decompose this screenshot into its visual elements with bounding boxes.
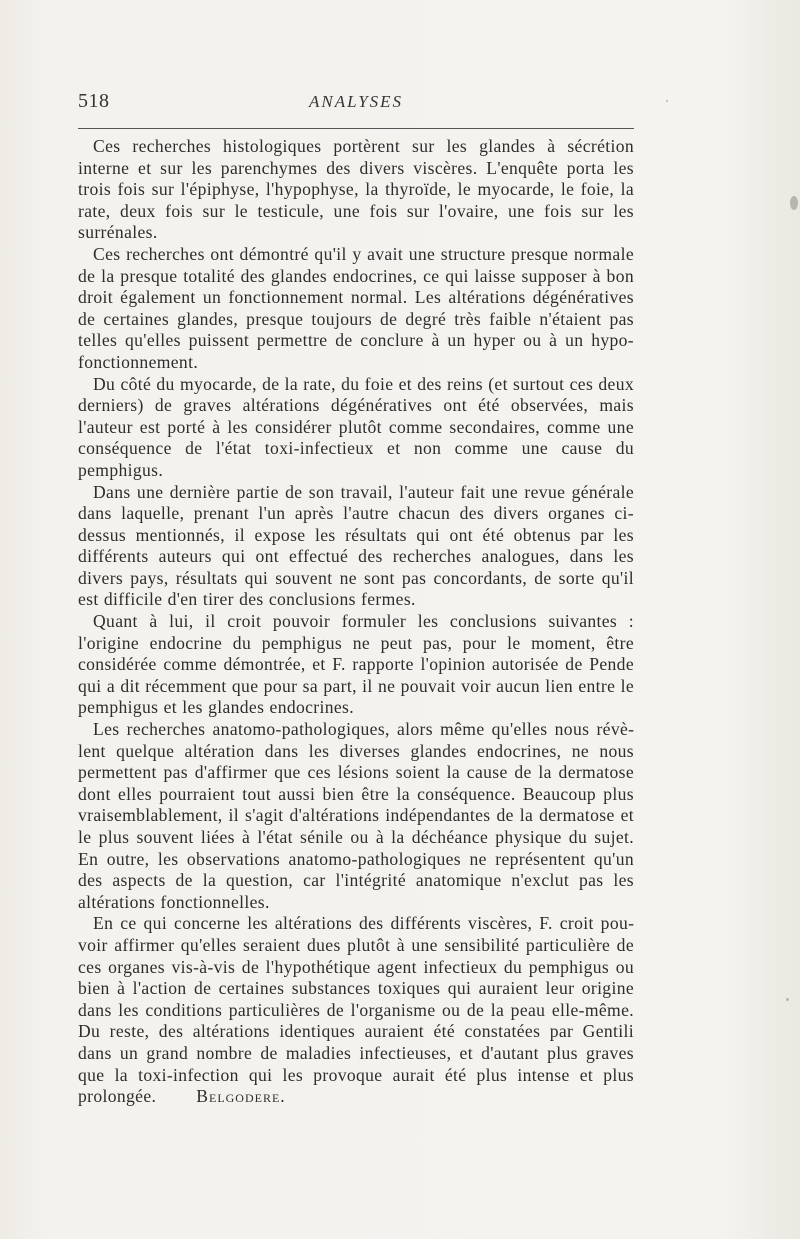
final-paragraph-text: En ce qui concerne les altérations des différents viscères, F. croit pouvoir affirmer qu'elles seraient dues plutôt à une sensibilité particulière de ces organes vis-à-vis de l'hypothétique agent infectieux du pemphigus ou bien à l'action de certaines substances toxiques qui auraient leur origine dans les conditions particulières de l'organisme ou de la peau elle-même. Du reste, des altérations identiques auraient été constatées par Gentili dans un grand nombre de maladies infectieuses, et d'autant plus graves que la toxi-infection qui les provoque aurait été plus intense et plus prolongée. [78, 913, 634, 1107]
paragraph: Ces recherches histologiques portèrent sur les glandes à sécrétion interne et sur les parenchymes des divers viscères. L'enquête porta les trois fois sur l'épiphyse, l'hypophyse, la thyroïde, le myocarde, le foie, la rate, deux fois sur le testicule, une fois sur l'ovaire, une fois sur les surrénales. [78, 136, 634, 243]
paper-speck [790, 196, 798, 210]
header-rule [78, 128, 634, 129]
article-body [78, 136, 634, 1108]
page-header [78, 90, 634, 118]
paragraph: Quant à lui, il croit pouvoir formuler les conclusions suivantes : l'origine endocrine du pemphigus ne peut pas, pour le moment, être considérée comme démontrée, et F. rapporte l'opinion autorisée de Pende qui a dit récemment que pour sa part, il ne pouvait voir aucun lien entre le pemphigus et les glandes endocrines. [78, 611, 634, 718]
running-title: ANALYSES [308, 92, 404, 111]
paper-speck [786, 998, 789, 1001]
author-signature: Belgodere. [196, 1086, 286, 1107]
page-number: 518 [78, 90, 110, 112]
paragraph: Du côté du myocarde, de la rate, du foie et des reins (et surtout ces deux derniers) de graves altérations dégénératives ont été observées, mais l'auteur est porté à les considérer plutôt comme secondaires, comme une conséquence de l'état toxi-infectieux et non comme une cause du pemphigus. [78, 373, 634, 480]
paragraph: Les recherches anatomo-pathologiques, alors même qu'elles nous révèlent quelque altération dans les diverses glandes endocrines, ne nous permettent pas d'affirmer que ces lésions soient la cause de la dermatose dont elles pourraient tout aussi bien être la conséquence. Beaucoup plus vraisemblablement, il s'agit d'altérations indépendantes de la dermatose et le plus souvent liées à l'état sénile ou à la déchéance physique du sujet. En outre, les observations anatomo-pathologiques ne représentent qu'un des aspects de la question, car l'intégrité anatomique n'exclut pas les altérations fonctionnelles. [78, 719, 634, 912]
paper-speck [666, 100, 668, 102]
final-paragraph [78, 913, 634, 1107]
paragraph: Ces recherches ont démontré qu'il y avait une structure presque normale de la presque totalité des glandes endocrines, ce qui laisse supposer à bon droit également un fonctionnement normal. Les altérations dégénératives de certaines glandes, presque toujours de degré très faible n'étaient pas telles qu'elles puissent permettre de conclure à un hyper ou à un hypo-fonctionnement. [78, 243, 634, 372]
paragraph: Dans une dernière partie de son travail, l'auteur fait une revue générale dans laquelle, prenant l'un après l'autre chacun des divers organes ci-dessus mentionnés, il expose les résultats qui ont été obtenus par les différents auteurs qui ont effectué des recherches analogues, dans les divers pays, résultats qui souvent ne sont pas concordants, de sorte qu'il est difficile d'en tirer des conclusions fermes. [78, 481, 634, 610]
